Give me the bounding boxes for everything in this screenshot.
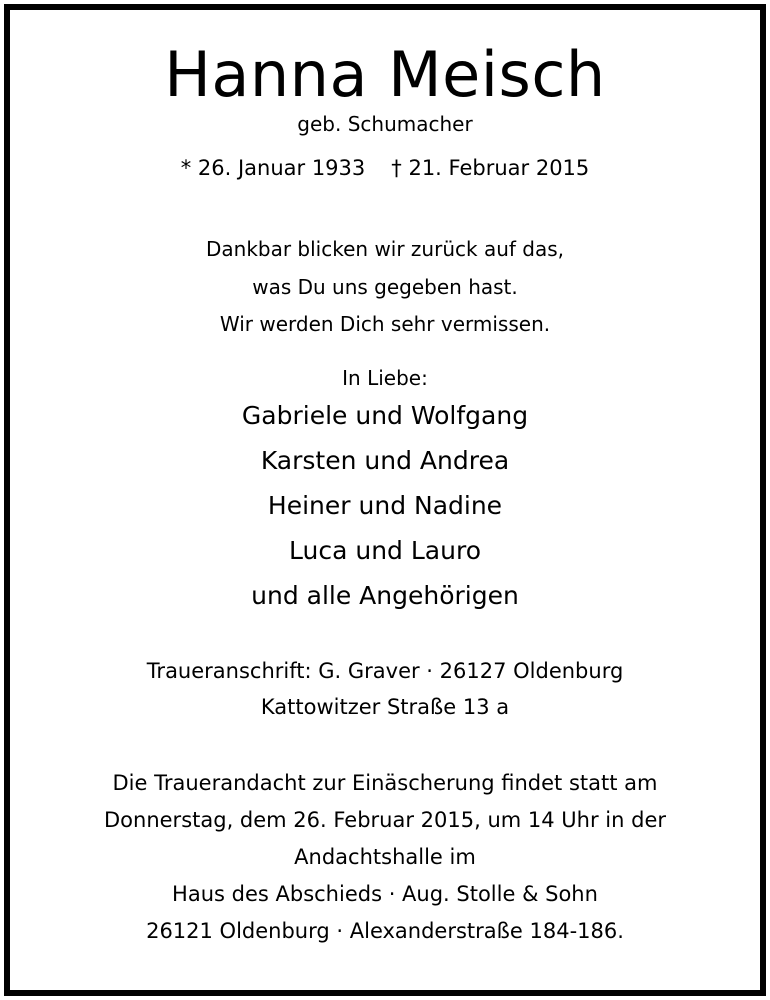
obituary-notice	[4, 4, 766, 996]
maiden-name: geb. Schumacher	[297, 112, 473, 136]
deceased-name: Hanna Meisch	[164, 38, 606, 111]
life-dates	[10, 158, 760, 179]
service-info: Haus des Abschieds · Aug. Stolle & Sohn	[172, 882, 598, 906]
service-info: Die Trauerandacht zur Einäscherung findet statt am	[112, 771, 658, 795]
family-member: und alle Angehörigen	[251, 581, 519, 610]
service-info: Andachtshalle im	[294, 845, 476, 869]
verse-line: Wir werden Dich sehr vermissen.	[219, 312, 551, 336]
mourning-address: Kattowitzer Straße 13 a	[260, 695, 510, 719]
service-info: 26121 Oldenburg · Alexanderstraße 184-186.	[146, 919, 624, 943]
love-intro: In Liebe:	[342, 366, 428, 390]
family-member: Gabriele und Wolfgang	[241, 401, 529, 430]
death-date: † 21. Februar 2015	[391, 156, 590, 180]
verse-line: was Du uns gegeben hast.	[252, 275, 518, 299]
mourning-address: Traueranschrift: G. Graver · 26127 Oldenburg	[146, 659, 624, 683]
service-info: Donnerstag, dem 26. Februar 2015, um 14 Uhr in der	[104, 808, 666, 832]
family-member: Heiner und Nadine	[267, 491, 503, 520]
family-member: Luca und Lauro	[289, 536, 481, 565]
verse-line: Dankbar blicken wir zurück auf das,	[205, 237, 565, 261]
birth-date: * 26. Januar 1933	[180, 156, 366, 180]
family-member: Karsten und Andrea	[260, 446, 510, 475]
